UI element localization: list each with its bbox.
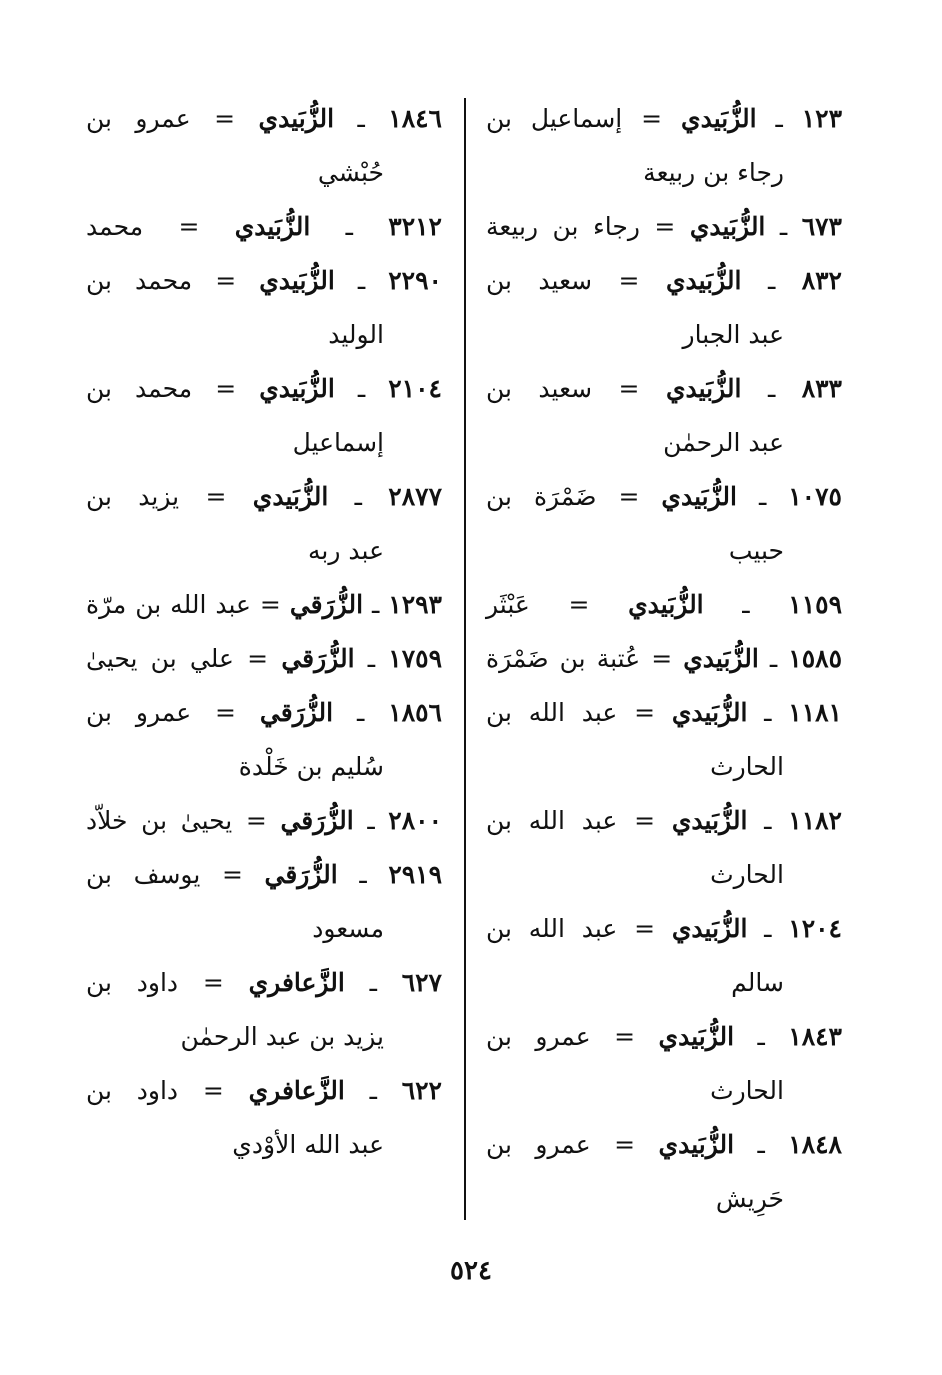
equals-separator: =	[614, 1130, 636, 1159]
dash-separator: ـ	[357, 266, 366, 295]
dash-separator: ـ	[767, 266, 776, 295]
entry-line	[86, 686, 442, 740]
dash-separator: ـ	[742, 590, 750, 619]
narrator-name-continued: الوليد	[328, 320, 384, 349]
entry-line	[486, 1010, 842, 1064]
equals-separator: =	[634, 914, 656, 943]
entry-line	[86, 848, 442, 902]
narrator-name: عمرو بن	[486, 1130, 591, 1159]
entry-number: ٢١٠٤	[388, 374, 442, 403]
narrator-name-continued: عبد ربه	[308, 536, 384, 565]
dash-separator: ـ	[359, 860, 367, 889]
entry-line	[86, 362, 442, 416]
index-entry	[486, 902, 842, 1010]
equals-separator: =	[259, 590, 281, 619]
narrator-name: عُتبة بن ضَمْرَة	[486, 644, 641, 673]
narrator-name-continued: حبيب	[728, 536, 784, 565]
dash-separator: ـ	[369, 968, 377, 997]
narrator-name: يوسف بن	[86, 860, 201, 889]
entry-line	[486, 578, 842, 632]
equals-separator: =	[202, 968, 224, 997]
equals-separator: =	[651, 644, 673, 673]
entry-line	[486, 254, 842, 308]
nisba-name: الزُّبَيدي	[665, 266, 742, 295]
index-entry	[86, 1064, 442, 1172]
index-entry	[486, 470, 842, 578]
entry-line	[486, 92, 842, 146]
entry-number: ٦٢٢	[401, 1076, 442, 1105]
index-entry	[486, 632, 842, 686]
narrator-name-continued: سالم	[731, 968, 784, 997]
equals-separator: =	[641, 104, 663, 133]
narrator-name: عمرو بن	[86, 104, 191, 133]
narrator-name-continued: الحارث	[710, 860, 784, 889]
nisba-name: الزُّبَيدي	[681, 104, 757, 133]
narrator-name: عمرو بن	[486, 1022, 591, 1051]
entry-line	[86, 1064, 442, 1118]
entry-number: ٢٨٧٧	[388, 482, 443, 511]
narrator-name-continued: سُليم بن خَلْدة	[238, 752, 384, 781]
index-column-right	[486, 92, 842, 1226]
index-entry	[86, 200, 442, 254]
entry-number: ٨٣٣	[801, 374, 842, 403]
entry-line	[86, 632, 442, 686]
entry-line	[86, 578, 442, 632]
dash-separator: ـ	[779, 212, 788, 241]
index-entry	[86, 848, 442, 956]
index-entry	[486, 1010, 842, 1118]
narrator-name: عبد الله بن	[486, 806, 618, 835]
equals-separator: =	[215, 374, 237, 403]
entry-line	[486, 902, 842, 956]
equals-separator: =	[214, 104, 236, 133]
dash-separator: ـ	[367, 806, 375, 835]
index-entry	[86, 578, 442, 632]
nisba-name: الزَّعافري	[248, 968, 345, 997]
equals-separator: =	[568, 590, 590, 619]
equals-separator: =	[202, 1076, 224, 1105]
narrator-name: يزيد بن	[86, 482, 180, 511]
equals-separator: =	[215, 698, 236, 727]
dash-separator: ـ	[757, 1022, 765, 1051]
entry-number: ١١٨٢	[788, 806, 842, 835]
narrator-name-continued: عبد الرحمٰن	[663, 428, 784, 457]
entry-number: ١٢٠٤	[788, 914, 842, 943]
equals-separator: =	[618, 482, 640, 511]
dash-separator: ـ	[764, 806, 772, 835]
nisba-name: الزُّبَيدي	[234, 212, 311, 241]
entry-line	[486, 686, 842, 740]
equals-separator: =	[634, 806, 656, 835]
nisba-name: الزُّرَقي	[289, 590, 364, 619]
dash-separator: ـ	[357, 698, 365, 727]
narrator-name: يحيىٰ بن خلاّد	[86, 806, 233, 835]
equals-separator: =	[618, 374, 640, 403]
index-entry	[86, 254, 442, 362]
nisba-name: الزُّرَقي	[264, 860, 338, 889]
index-entry	[486, 200, 842, 254]
entry-number: ١١٥٩	[788, 590, 842, 619]
dash-separator: ـ	[371, 590, 380, 619]
entry-line	[486, 794, 842, 848]
index-entry	[86, 470, 442, 578]
entry-number: ٦٢٧	[401, 968, 442, 997]
narrator-name-continued: حُبْشي	[317, 158, 384, 187]
dash-separator: ـ	[369, 1076, 377, 1105]
index-entry	[486, 362, 842, 470]
equals-separator: =	[215, 266, 237, 295]
nisba-name: الزُّبَيدي	[671, 806, 748, 835]
nisba-name: الزُّبَيدي	[658, 1022, 735, 1051]
entry-number: ١٨٤٨	[788, 1130, 842, 1159]
narrator-name-continued: حَرِيش	[715, 1184, 784, 1213]
index-entry	[486, 254, 842, 362]
index-entry	[486, 1118, 842, 1226]
entry-line	[486, 632, 842, 686]
index-column-left	[86, 92, 442, 1172]
index-entry	[86, 686, 442, 794]
nisba-name: الزُّبَيدي	[689, 212, 766, 241]
narrator-name: إسماعيل بن	[486, 104, 623, 133]
entry-line	[86, 956, 442, 1010]
entry-line	[86, 794, 442, 848]
nisba-name: الزُّرَقي	[259, 698, 334, 727]
nisba-name: الزُّبَيدي	[259, 266, 335, 295]
nisba-name: الزُّبَيدي	[258, 104, 335, 133]
nisba-name: الزَّعافري	[248, 1076, 345, 1105]
entry-line	[486, 200, 842, 254]
index-entry	[486, 92, 842, 200]
entry-line	[86, 254, 442, 308]
index-entry	[86, 956, 442, 1064]
entry-number: ١٨٥٦	[388, 698, 442, 727]
dash-separator: ـ	[767, 374, 776, 403]
entry-line	[486, 1118, 842, 1172]
index-entry	[486, 578, 842, 632]
entry-number: ٦٧٣	[801, 212, 842, 241]
page-number: ٥٢٤	[450, 1256, 492, 1286]
entry-line	[86, 92, 442, 146]
index-entry	[86, 362, 442, 470]
narrator-name: عبد الله بن مرّة	[86, 590, 251, 619]
entry-number: ١٢٣	[801, 104, 843, 133]
entry-number: ٢٢٩٠	[388, 266, 442, 295]
narrator-name-continued: الحارث	[710, 752, 784, 781]
equals-separator: =	[178, 212, 200, 241]
narrator-name: علي بن يحيىٰ	[86, 644, 234, 673]
narrator-name: عمرو بن	[86, 698, 192, 727]
entry-line	[86, 200, 442, 254]
entry-number: ١٨٤٣	[788, 1022, 842, 1051]
dash-separator: ـ	[757, 1130, 765, 1159]
narrator-name-continued: رجاء بن ربيعة	[643, 158, 784, 187]
narrator-name: ضَمْرَة بن	[486, 482, 597, 511]
nisba-name: الزُّرَقي	[280, 806, 354, 835]
narrator-name-continued: عبد الجبار	[682, 320, 784, 349]
equals-separator: =	[634, 698, 656, 727]
nisba-name: الزُّبَيدي	[683, 644, 759, 673]
narrator-name: محمد بن	[86, 266, 193, 295]
narrator-name: محمد	[86, 212, 144, 241]
equals-separator: =	[614, 1022, 636, 1051]
narrator-name: داود بن	[86, 1076, 179, 1105]
narrator-name: رجاء بن ربيعة	[486, 212, 640, 241]
dash-separator: ـ	[764, 914, 772, 943]
entry-number: ١٢٩٣	[388, 590, 442, 619]
equals-separator: =	[618, 266, 640, 295]
dash-separator: ـ	[345, 212, 353, 241]
narrator-name-continued: إسماعيل	[292, 428, 384, 457]
narrator-name: سعيد بن	[486, 374, 593, 403]
narrator-name: سعيد بن	[486, 266, 593, 295]
equals-separator: =	[247, 644, 269, 673]
entry-number: ٣٢١٢	[388, 212, 442, 241]
nisba-name: الزُّبَيدي	[658, 1130, 735, 1159]
dash-separator: ـ	[357, 104, 365, 133]
index-entry	[86, 92, 442, 200]
column-divider	[464, 98, 466, 1220]
nisba-name: الزُّبَيدي	[671, 698, 748, 727]
entry-number: ٢٨٠٠	[388, 806, 443, 835]
index-entry	[86, 632, 442, 686]
nisba-name: الزُّبَيدي	[252, 482, 329, 511]
narrator-name: محمد بن	[86, 374, 193, 403]
entry-number: ١٥٨٥	[788, 644, 842, 673]
narrator-name: عبد الله بن	[486, 698, 618, 727]
entry-number: ١٨٤٦	[388, 104, 442, 133]
narrator-name: عَبْثَر	[486, 590, 530, 619]
nisba-name: الزُّرَقي	[281, 644, 355, 673]
dash-separator: ـ	[758, 482, 767, 511]
narrator-name-continued: يزيد بن عبد الرحمٰن	[180, 1022, 384, 1051]
narrator-name: عبد الله بن	[486, 914, 618, 943]
index-entry	[486, 794, 842, 902]
dash-separator: ـ	[357, 374, 366, 403]
entry-number: ٢٩١٩	[388, 860, 443, 889]
nisba-name: الزُّبَيدي	[259, 374, 335, 403]
entry-number: ١١٨١	[788, 698, 842, 727]
nisba-name: الزُّبَيدي	[665, 374, 742, 403]
dash-separator: ـ	[354, 482, 362, 511]
equals-separator: =	[205, 482, 227, 511]
equals-separator: =	[654, 212, 676, 241]
narrator-name-continued: عبد الله الأوْدي	[232, 1130, 384, 1159]
narrator-name: داود بن	[86, 968, 179, 997]
dash-separator: ـ	[367, 644, 376, 673]
entry-line	[486, 470, 842, 524]
narrator-name-continued: الحارث	[710, 1076, 784, 1105]
nisba-name: الزُّبَيدي	[661, 482, 737, 511]
equals-separator: =	[221, 860, 243, 889]
dash-separator: ـ	[769, 644, 778, 673]
equals-separator: =	[245, 806, 267, 835]
entry-line	[486, 362, 842, 416]
nisba-name: الزُّبَيدي	[671, 914, 748, 943]
index-entry	[86, 794, 442, 848]
entry-line	[86, 470, 442, 524]
nisba-name: الزُّبَيدي	[628, 590, 704, 619]
index-entry	[486, 686, 842, 794]
dash-separator: ـ	[764, 698, 772, 727]
narrator-name-continued: مسعود	[312, 914, 384, 943]
entry-number: ١٠٧٥	[788, 482, 842, 511]
entry-number: ١٧٥٩	[388, 644, 443, 673]
entry-number: ٨٣٢	[801, 266, 842, 295]
dash-separator: ـ	[775, 104, 783, 133]
